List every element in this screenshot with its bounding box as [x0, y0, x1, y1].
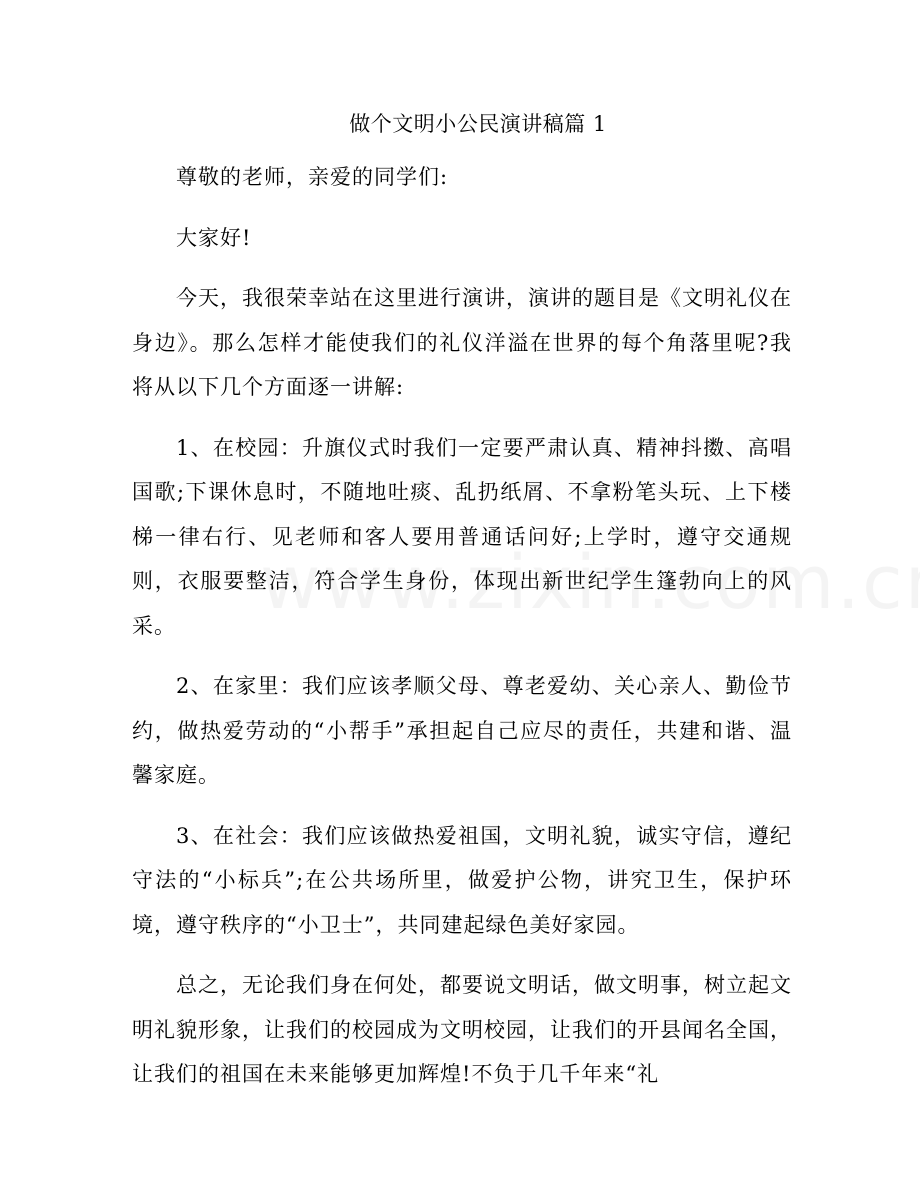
paragraph-conclusion: 总之，无论我们身在何处，都要说文明话，做文明事，树立起文明礼貌形象，让我们的校园成为文明校园，让我们的开县闻名全国，让我们的祖国在未来能够更加辉煌!不负于几千年来“礼 [132, 973, 792, 1086]
paragraph-home: 2、在家里：我们应该孝顺父母、尊老爱幼、关心亲人、勤俭节约，做热爱劳动的“小帮手”承担起自己应尽的责任，共建和谐、温馨家庭。 [132, 674, 792, 787]
greeting: 大家好! [176, 225, 252, 250]
paragraph-society: 3、在社会：我们应该做热爱祖国，文明礼貌，诚实守信，遵纪守法的“小标兵”;在公共场所里，做爱护公物，讲究卫生，保护环境，遵守秩序的“小卫士”，共同建起绿色美好家园。 [132, 823, 792, 937]
document-title: 做个文明小公民演讲稿篇 1 [349, 112, 607, 136]
paragraph-school: 1、在校园：升旗仪式时我们一定要严肃认真、精神抖擞、高唱国歌;下课休息时，不随地吐痰、乱扔纸屑、不拿粉笔头玩、上下楼梯一律右行、见老师和客人要用普通话问好;上学时，遵守交通规则，衣服要整洁，符合学生身份，体现出新世纪学生篷勃向上的风采。 [132, 435, 792, 638]
document-body [132, 155, 792, 1113]
salutation: 尊敬的老师，亲爱的同学们: [176, 165, 449, 189]
paragraph-intro: 今天，我很荣幸站在这里进行演讲，演讲的题目是《文明礼仪在身边》。那么怎样才能使我们的礼仪洋溢在世界的每个角落里呢?我将从以下几个方面逐一讲解: [132, 286, 792, 399]
